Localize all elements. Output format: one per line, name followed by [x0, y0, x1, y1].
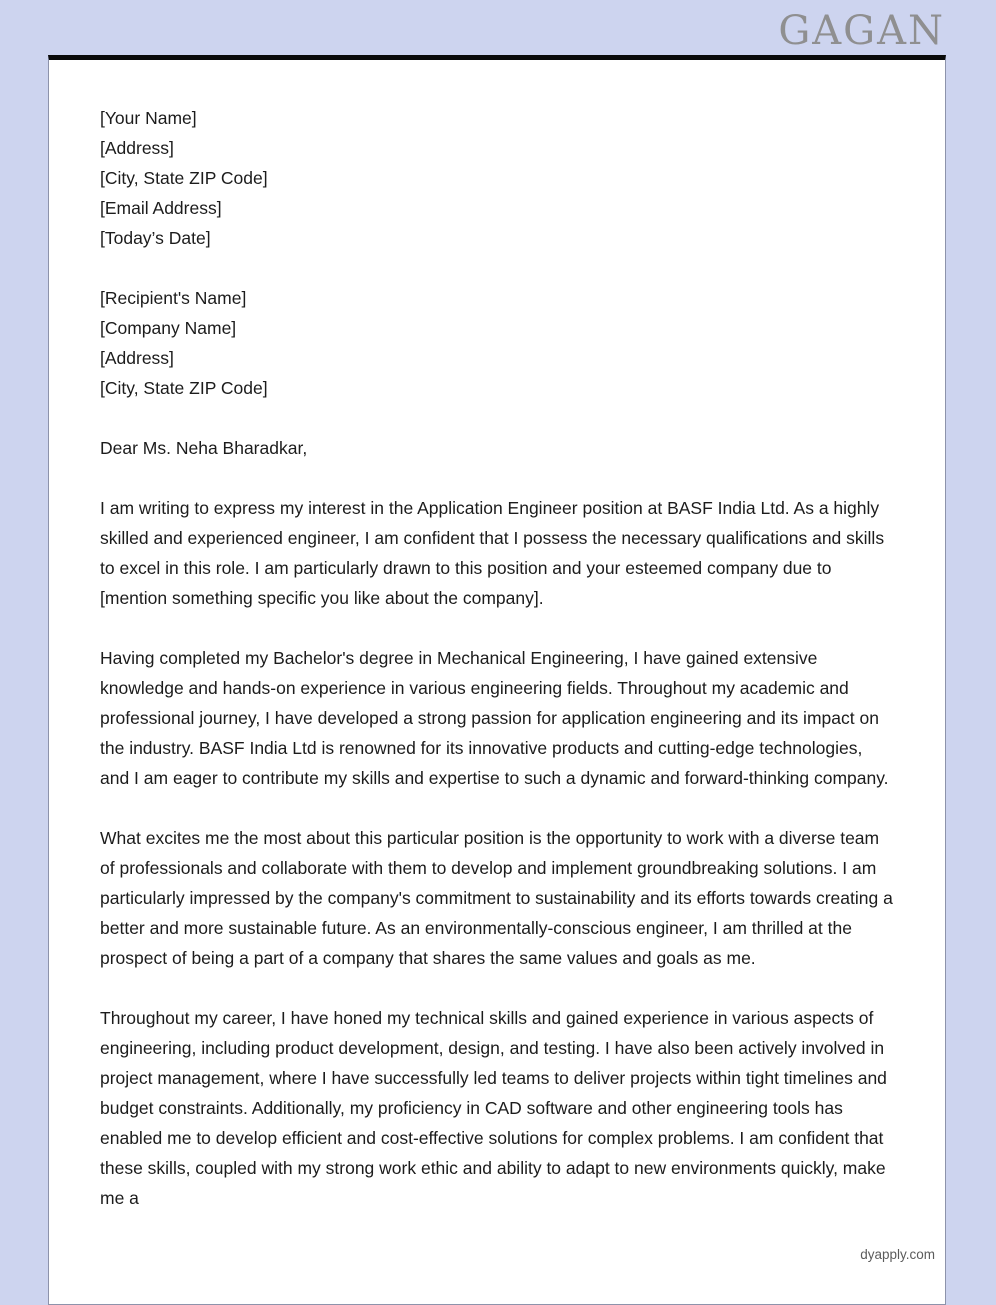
letter-paragraph: Having completed my Bachelor's degree in Mechanical Engineering, I have gained extensive knowledge and hands-on experience in various engineering fields. Throughout my academic and professional journey, I have developed a strong passion for application engineering and its impact on the industry. BASF India Ltd is renowned for its innovative products and cutting-edge technologies, and I am eager to contribute my skills and expertise to such a dynamic and forward-thinking company. [100, 648, 889, 788]
recipient-line: [Address] [100, 348, 174, 368]
recipient-line: [City, State ZIP Code] [100, 378, 268, 398]
sender-line: [Email Address] [100, 198, 222, 218]
recipient-line: [Company Name] [100, 318, 237, 338]
sender-line: [City, State ZIP Code] [100, 168, 268, 188]
recipient-block [100, 283, 896, 403]
letter-page [48, 55, 946, 1305]
sender-block [100, 103, 896, 253]
letter-paragraph: I am writing to express my interest in the Application Engineer position at BASF India Ltd. As a highly skilled and experienced engineer, I am confident that I possess the necessary qualifications and skills to excel in this role. I am particularly drawn to this position and your esteemed company due to [mention something specific you like about the company]. [100, 498, 885, 608]
recipient-line: [Recipient's Name] [100, 288, 247, 308]
sender-line: [Your Name] [100, 108, 197, 128]
watermark: dyapply.com [860, 1247, 935, 1262]
brand-logo: GAGAN [778, 8, 945, 54]
letter-paragraph: What excites me the most about this particular position is the opportunity to work with a diverse team of professionals and collaborate with them to develop and implement groundbreaking solutions. I am particularly impressed by the company's commitment to sustainability and its efforts towards creating a better and more sustainable future. As an environmentally-conscious engineer, I am thrilled at the prospect of being a part of a company that shares the same values and goals as me. [100, 828, 893, 968]
letter-paragraph: Throughout my career, I have honed my technical skills and gained experience in various aspects of engineering, including product development, design, and testing. I have also been actively involved in project management, where I have successfully led teams to deliver projects within tight timelines and budget constraints. Additionally, my proficiency in CAD software and other engineering tools has enabled me to develop efficient and cost-effective solutions for complex problems. I am confident that these skills, coupled with my strong work ethic and ability to adapt to new environments quickly, make me a [100, 1008, 887, 1208]
salutation: Dear Ms. Neha Bharadkar, [100, 438, 308, 458]
sender-line: [Today’s Date] [100, 228, 211, 248]
sender-line: [Address] [100, 138, 174, 158]
letter-content [49, 60, 945, 1213]
